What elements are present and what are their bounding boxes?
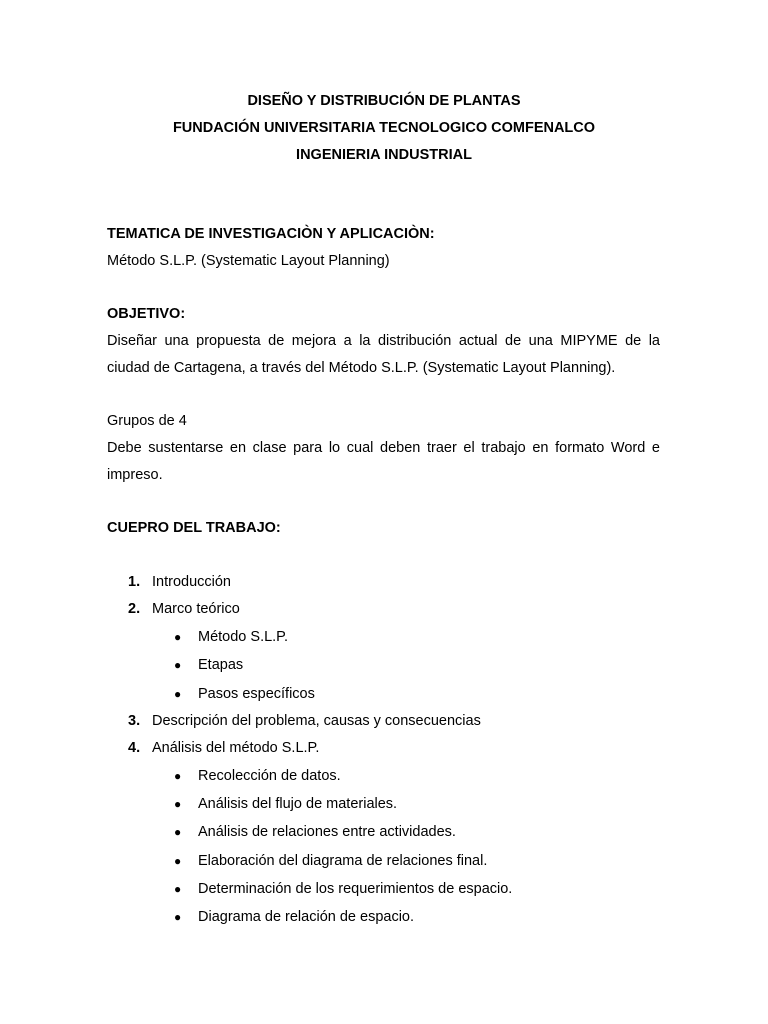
bullet-icon: ● bbox=[174, 910, 182, 924]
bullet-item bbox=[174, 822, 456, 842]
bullet-label: Elaboración del diagrama de relaciones final. bbox=[198, 853, 488, 869]
list-number: 3. bbox=[128, 713, 141, 729]
tematica-section bbox=[107, 221, 660, 275]
bullet-label: Diagrama de relación de espacio. bbox=[198, 909, 415, 925]
bullet-icon: ● bbox=[174, 882, 182, 896]
bullet-icon: ● bbox=[174, 687, 182, 701]
tematica-heading: TEMATICA DE INVESTIGACIÒN Y APLICACIÒN: bbox=[107, 226, 435, 242]
list-item bbox=[128, 599, 240, 619]
list-item bbox=[128, 711, 481, 731]
bullet-label: Análisis de relaciones entre actividades. bbox=[198, 824, 456, 840]
cuerpo-section bbox=[107, 515, 660, 542]
objetivo-text: Diseñar una propuesta de mejora a la distribución actual de una MIPYME de la ciudad de Cartagena, a través del Método S.L.P. (Systematic Layout Planning). bbox=[107, 333, 660, 376]
list-number: 1. bbox=[128, 574, 141, 590]
bullet-item bbox=[174, 851, 487, 871]
bullet-item bbox=[174, 627, 288, 647]
list-item-label: Marco teórico bbox=[152, 601, 240, 617]
list-item bbox=[128, 572, 231, 592]
institution-name: FUNDACIÓN UNIVERSITARIA TECNOLOGICO COMFENALCO bbox=[172, 120, 596, 136]
list-number: 2. bbox=[128, 601, 141, 617]
list-item-label: Introducción bbox=[152, 574, 231, 590]
bullet-label: Etapas bbox=[198, 657, 244, 673]
sustentacion-text: Debe sustentarse en clase para lo cual deben traer el trabajo en formato Word e impreso. bbox=[107, 440, 660, 483]
grupos-line: Grupos de 4 bbox=[107, 413, 187, 429]
bullet-label: Pasos específicos bbox=[198, 686, 315, 702]
bullet-item bbox=[174, 766, 341, 786]
bullet-icon: ● bbox=[174, 658, 182, 672]
bullet-item bbox=[174, 879, 512, 899]
objetivo-section bbox=[107, 301, 660, 382]
bullet-icon: ● bbox=[174, 769, 182, 783]
bullet-item bbox=[174, 907, 414, 927]
bullet-item bbox=[174, 794, 397, 814]
bullet-item bbox=[174, 655, 243, 675]
bullet-label: Análisis del flujo de materiales. bbox=[198, 796, 398, 812]
tematica-text: Método S.L.P. (Systematic Layout Planning) bbox=[107, 253, 390, 269]
list-item-label: Análisis del método S.L.P. bbox=[152, 740, 320, 756]
bullet-label: Método S.L.P. bbox=[198, 629, 289, 645]
bullet-label: Determinación de los requerimientos de espacio. bbox=[198, 881, 513, 897]
bullet-icon: ● bbox=[174, 630, 182, 644]
objetivo-heading: OBJETIVO: bbox=[107, 306, 186, 322]
program-name: INGENIERIA INDUSTRIAL bbox=[296, 147, 472, 163]
list-item bbox=[128, 738, 319, 758]
grupos-section bbox=[107, 408, 660, 489]
cuerpo-heading: CUEPRO DEL TRABAJO: bbox=[107, 520, 281, 536]
bullet-icon: ● bbox=[174, 797, 182, 811]
bullet-item bbox=[174, 684, 315, 704]
list-number: 4. bbox=[128, 740, 141, 756]
bullet-icon: ● bbox=[174, 825, 182, 839]
course-title: DISEÑO Y DISTRIBUCIÓN DE PLANTAS bbox=[247, 93, 521, 109]
bullet-icon: ● bbox=[174, 854, 182, 868]
list-item-label: Descripción del problema, causas y consecuencias bbox=[152, 713, 481, 729]
bullet-label: Recolección de datos. bbox=[198, 768, 341, 784]
